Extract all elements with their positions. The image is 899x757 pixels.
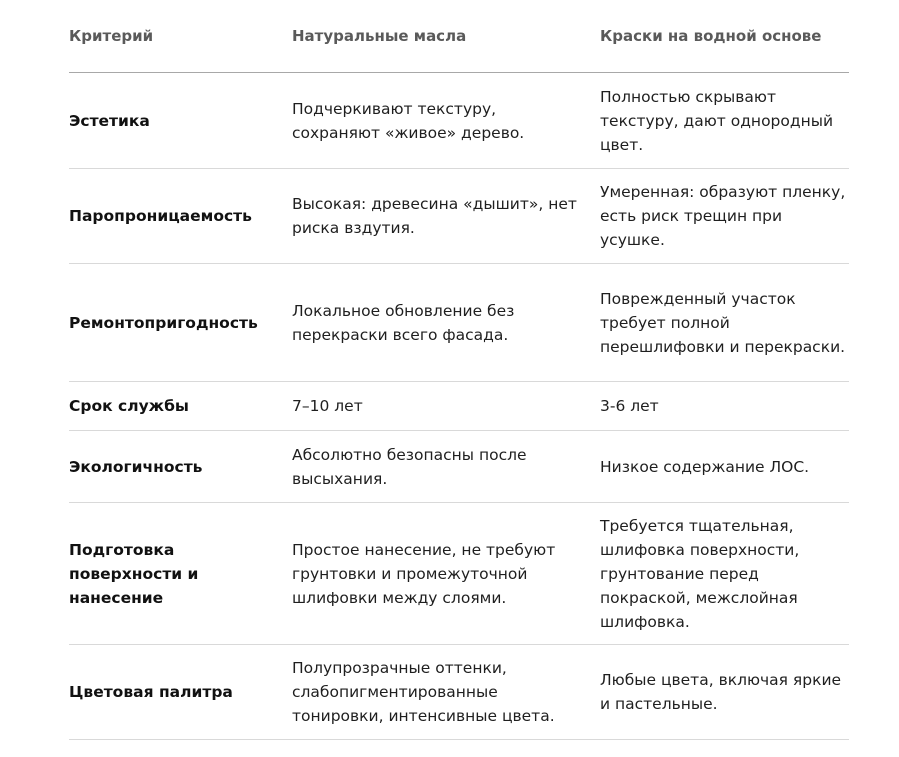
table-row [69,382,849,431]
paints-cell: Поврежденный участок требует полной перешлифовки и перекраски. [600,289,846,356]
table-row [69,645,849,740]
criterion-cell: Ремонтопригодность [69,313,258,332]
oils-cell: Простое нанесение, не требуют грунтовки и промежуточной шлифовки между слоями. [292,540,556,607]
paints-cell: Любые цвета, включая яркие и пастельные. [600,671,842,713]
paints-cell: Полностью скрывают текстуру, дают однородный цвет. [600,87,834,154]
oils-cell: Локальное обновление без перекраски всего фасада. [292,301,515,344]
criterion-cell: Цветовая палитра [69,683,233,701]
header-water-based-paints: Краски на водной основе [600,27,822,45]
criterion-cell: Срок службы [69,397,189,415]
criterion-cell: Паропроницаемость [69,207,252,225]
table-row [69,431,849,503]
oils-cell: Подчеркивают текстуру, сохраняют «живое» дерево. [292,99,525,142]
criterion-cell: Экологичность [69,457,203,476]
header-natural-oils: Натуральные масла [292,27,467,45]
comparison-table [69,0,849,740]
oils-cell: 7–10 лет [292,397,363,415]
table-row [69,169,849,264]
oils-cell: Высокая: древесина «дышит», нет риска вздутия. [292,195,577,237]
table-row [69,264,849,382]
table-row [69,73,849,169]
paints-cell: Умеренная: образуют пленку, есть риск трещин при усушке. [600,183,846,249]
oils-cell: Полупрозрачные оттенки, слабопигментированные тонировки, интенсивные цвета. [292,659,555,725]
criterion-cell: Подготовка поверхности и нанесение [69,540,199,607]
paints-cell: 3-6 лет [600,397,659,415]
paints-cell: Низкое содержание ЛОС. [600,457,810,476]
oils-cell: Абсолютно безопасны после высыхания. [292,445,527,488]
header-criterion: Критерий [69,27,154,45]
criterion-cell: Эстетика [69,111,150,130]
table-header-row [69,0,849,73]
table-row [69,503,849,645]
paints-cell: Требуется тщательная, шлифовка поверхности, грунтование перед покраской, межслойная шлифовка. [600,516,800,631]
